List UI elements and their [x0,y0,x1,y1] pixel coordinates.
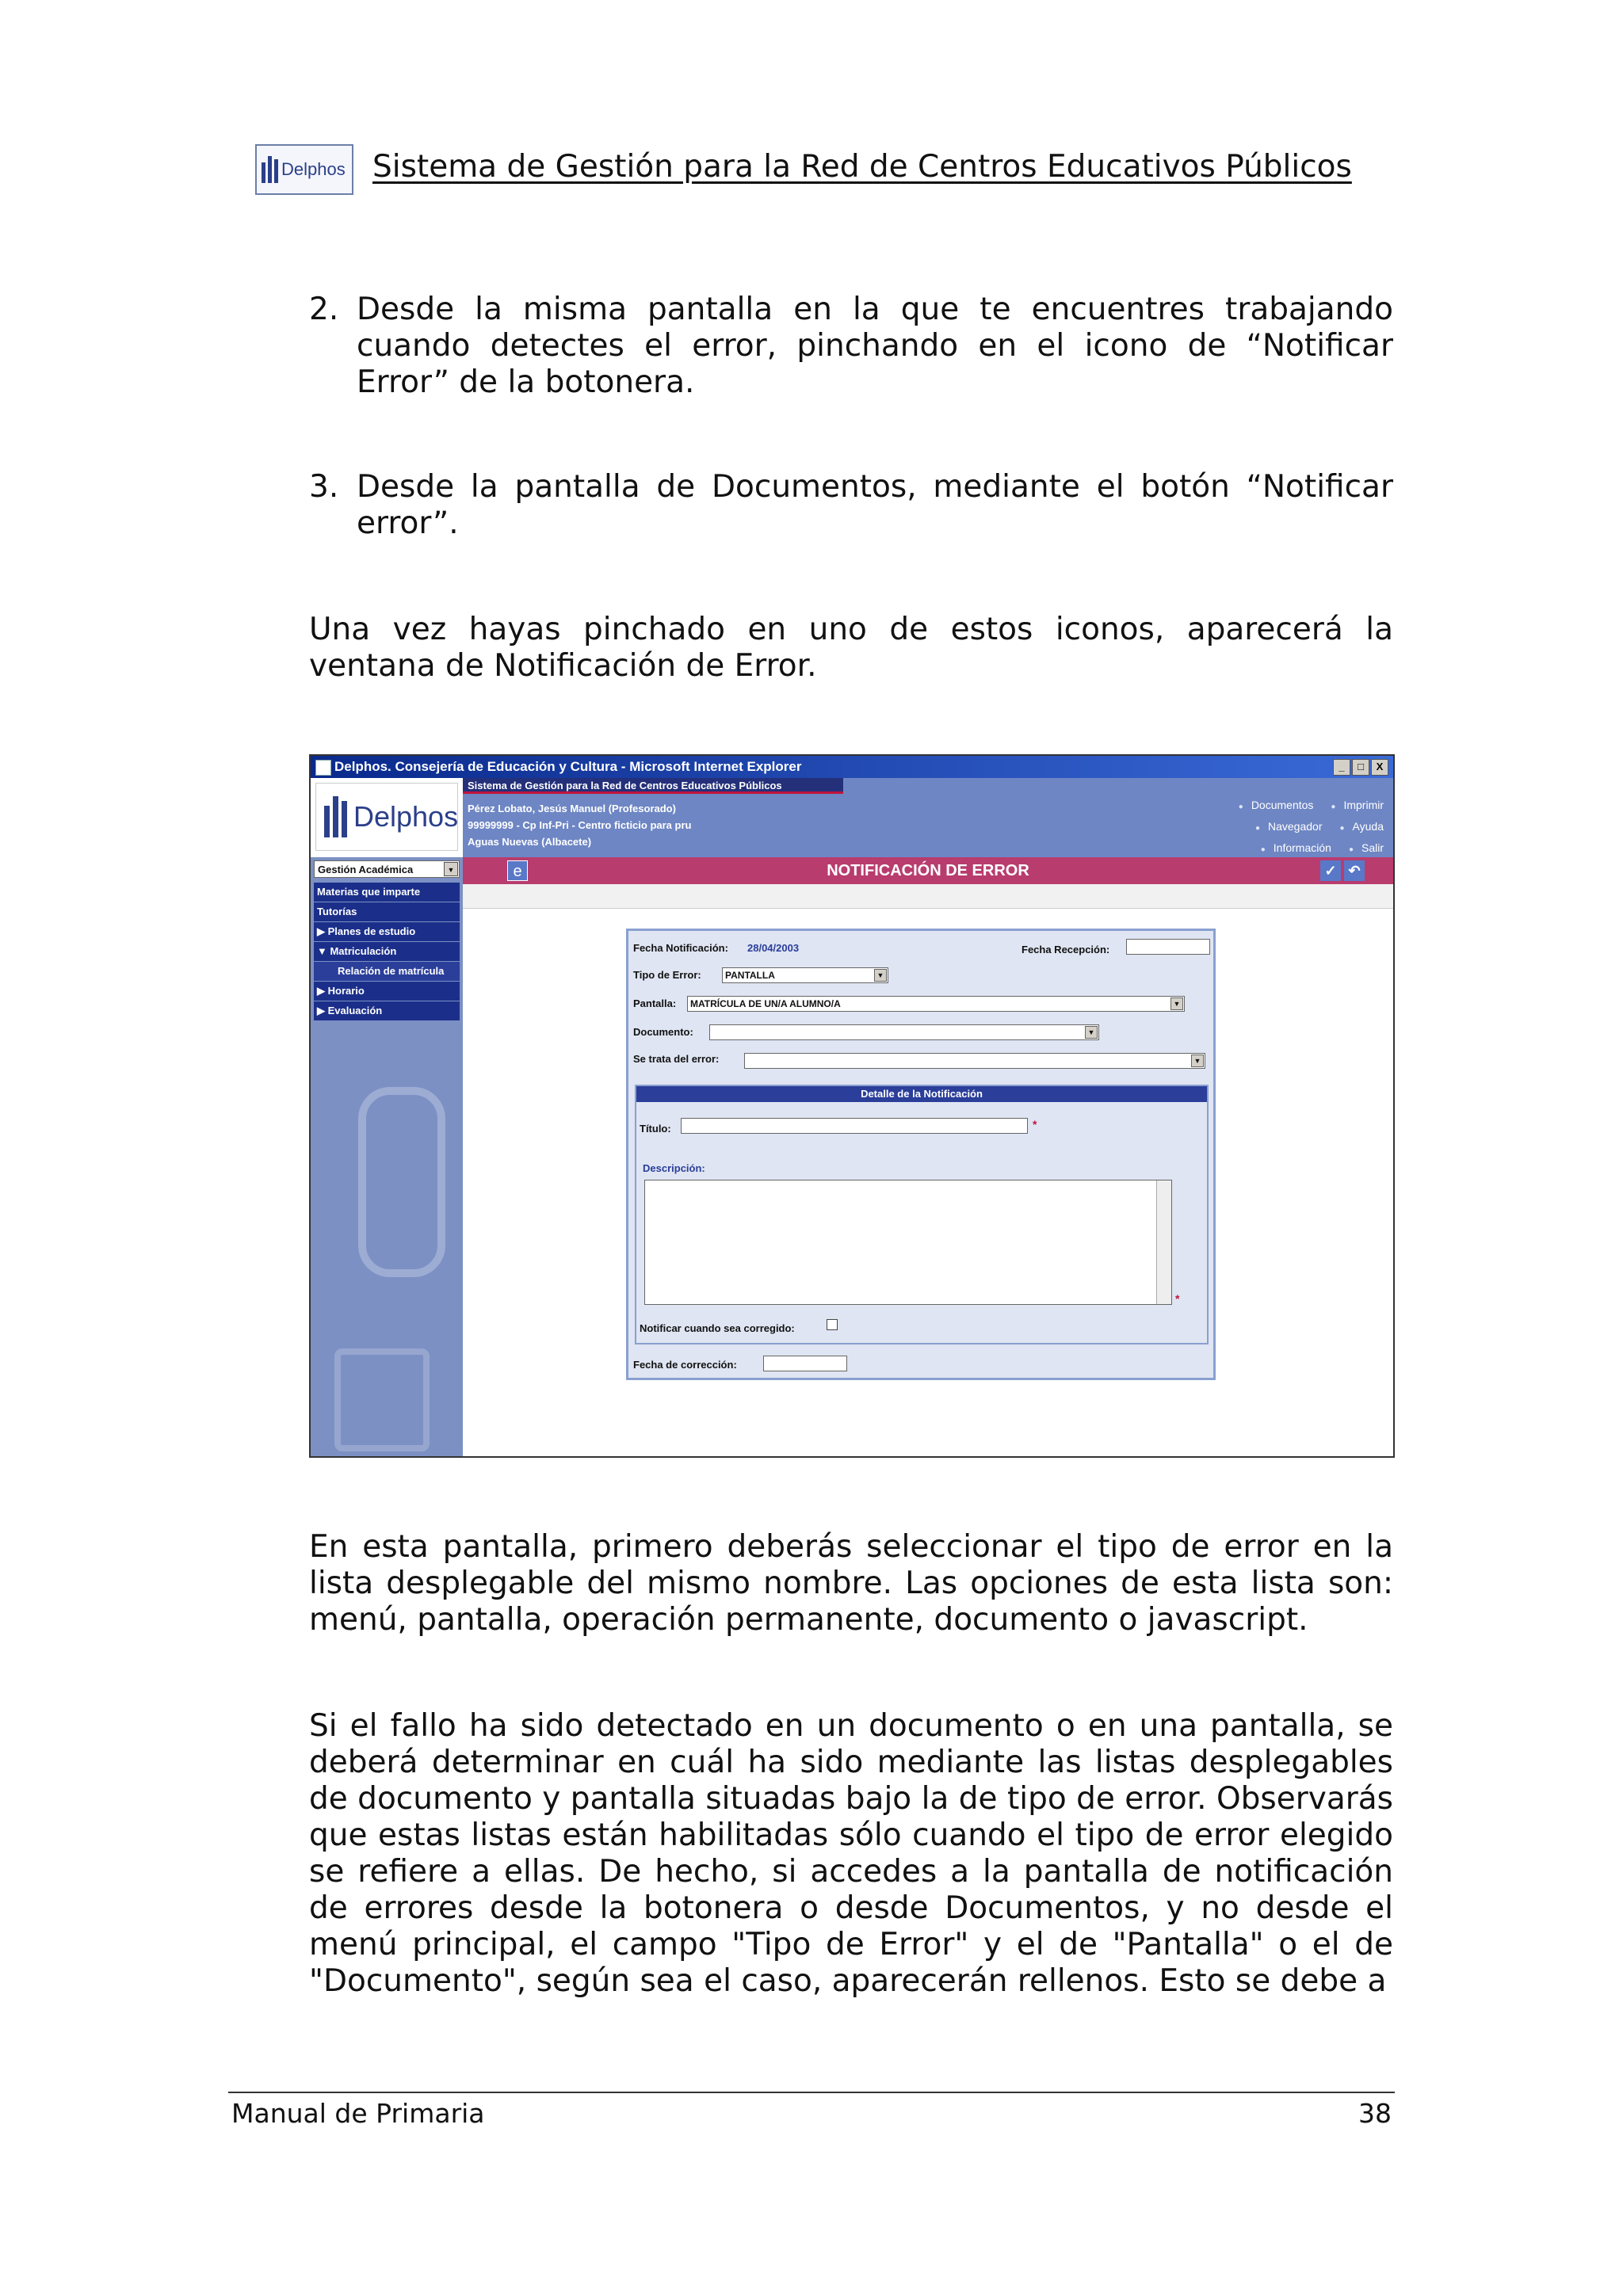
notificar-checkbox[interactable] [827,1319,838,1330]
descripcion-textarea[interactable] [644,1180,1172,1305]
ie-icon [315,760,331,776]
titulo-field[interactable] [681,1118,1028,1134]
list-number: 2. [309,292,339,327]
list-number: 3. [309,469,339,505]
tipo-error-value: PANTALLA [725,970,775,981]
watermark-emblem [358,1087,445,1277]
window-controls [1333,759,1388,776]
detail-header: Detalle de la Notificación [636,1086,1207,1102]
pantalla-select[interactable] [687,996,1185,1012]
user-name: Pérez Lobato, Jesús Manuel (Profesorado) [468,803,676,814]
close-button[interactable]: X [1371,759,1388,776]
paragraph-fallo: Si el fallo ha sido detectado en un documento o en una pantalla, se deberá determinar en cuál ha sido mediante las listas desplegables de documento y pantalla situadas bajo la de tipo de error. Observarás que estas listas están habilitadas sólo cuando el tipo de error elegido se refiere a ellas. De hecho, si accedes a la pantalla de notificación de errores desde la botonera o desde Documentos, y no desde el menú principal, el campo "Tipo de Error" y el de "Pantalla" o el de "Documento", según sea el caso, aparecerán rellenos. Esto se debe a [309,1708,1393,1999]
notification-form [626,929,1216,1380]
required-mark: * [1175,1292,1180,1305]
fecha-notificacion-label: Fecha Notificación: [633,942,728,954]
required-mark: * [1033,1118,1037,1131]
fecha-recepcion-label: Fecha Recepción: [1022,944,1110,955]
user-info [468,800,691,850]
logo-text: Delphos [281,159,346,179]
chevron-down-icon[interactable]: ▼ [1170,997,1183,1010]
screen-title-bar [463,857,1393,884]
menu-item-planes[interactable]: ▶ Planes de estudio [314,922,460,942]
link-informacion[interactable]: ● Información [1261,838,1331,860]
page-number: 38 [1358,2098,1392,2129]
menu-item-tutorias[interactable]: Tutorías [314,902,460,922]
user-location: Aguas Nuevas (Albacete) [468,836,592,848]
window-title: Delphos. Consejería de Educación y Cultura - Microsoft Internet Explorer [334,759,802,774]
titulo-label: Título: [640,1123,671,1135]
sidebar [311,857,463,1458]
maximize-button[interactable]: □ [1352,759,1369,776]
minimize-button[interactable]: _ [1333,759,1350,776]
paragraph-tipo-error: En esta pantalla, primero deberás seleccionar el tipo de error en la lista desplegable del mismo nombre. Las opciones de esta lista son: menú, pantalla, operación permanente, documento o javascript. [309,1529,1393,1638]
module-select[interactable] [314,860,460,878]
app-header [311,778,1393,857]
se-trata-select[interactable] [744,1053,1205,1069]
list-item-2 [309,292,1393,401]
user-center: 99999999 - Cp Inf-Pri - Centro ficticio para pru [468,819,692,831]
link-navegador[interactable]: ● Navegador [1255,817,1323,838]
window-titlebar [311,756,1393,778]
documento-label: Documento: [633,1026,693,1038]
sidebar-menu [314,883,460,1021]
descripcion-label: Descripción: [643,1162,705,1174]
menu-item-matriculacion[interactable]: ▼ Matriculación [314,942,460,962]
system-tab: Sistema de Gestión para la Red de Centros Educativos Públicos [463,778,843,794]
watermark-crown [334,1348,430,1451]
pantalla-value: MATRÍCULA DE UN/A ALUMNO/A [690,998,841,1009]
documento-select[interactable] [709,1024,1099,1040]
delphos-logo-icon [262,156,278,183]
delphos-logo-icon [324,796,347,837]
back-icon[interactable]: ↶ [1344,860,1365,881]
toolbar-icons [1320,860,1365,881]
chevron-down-icon[interactable]: ▼ [1085,1026,1098,1039]
chevron-down-icon[interactable]: ▼ [874,969,887,982]
footer-divider [228,2092,1395,2093]
app-logo [315,783,458,851]
fecha-correccion-label: Fecha de corrección: [633,1359,737,1371]
module-select-value: Gestión Académica [318,864,414,875]
notificar-label: Notificar cuando sea corregido: [640,1322,795,1334]
app-logo-text: Delphos [353,800,459,833]
error-notification-screenshot [309,754,1395,1458]
chevron-down-icon[interactable]: ▼ [444,862,458,876]
list-item-3 [309,469,1393,542]
scrollbar[interactable] [1156,1180,1171,1304]
fecha-correccion-field[interactable] [763,1356,847,1371]
tipo-error-label: Tipo de Error: [633,969,701,981]
menu-item-relacion-matricula[interactable]: Relación de matrícula [314,962,460,982]
toolbar-strip [463,884,1393,909]
tipo-error-select[interactable] [722,967,888,983]
list-text: Desde la pantalla de Documentos, mediante el botón “Notificar error”. [357,469,1393,541]
link-ayuda[interactable]: ● Ayuda [1340,817,1384,838]
pantalla-label: Pantalla: [633,997,677,1009]
se-trata-label: Se trata del error: [633,1053,720,1065]
delphos-logo [255,144,353,195]
link-salir[interactable]: ● Salir [1349,838,1384,860]
menu-item-materias[interactable]: Materias que imparte [314,883,460,902]
header-links [1239,795,1384,860]
footer-manual-title: Manual de Primaria [231,2098,485,2129]
accept-icon[interactable]: ✓ [1320,860,1341,881]
chevron-down-icon[interactable]: ▼ [1191,1055,1204,1067]
notify-error-button[interactable]: e [507,860,528,881]
link-documentos[interactable]: ● Documentos [1239,795,1314,817]
detail-section [635,1085,1209,1344]
page-header-title: Sistema de Gestión para la Red de Centros Educativos Públicos [372,149,1352,185]
menu-item-horario[interactable]: ▶ Horario [314,982,460,1001]
menu-item-evaluacion[interactable]: ▶ Evaluación [314,1001,460,1021]
paragraph-intro: Una vez hayas pinchado en uno de estos iconos, aparecerá la ventana de Notificación de Error. [309,612,1393,684]
screen-title: NOTIFICACIÓN DE ERROR [827,862,1029,879]
fecha-notificacion-value: 28/04/2003 [747,942,800,954]
fecha-recepcion-field[interactable] [1126,939,1210,955]
list-text: Desde la misma pantalla en la que te encuentres trabajando cuando detectes el error, pinchando en el icono de “Notificar Error” de la botonera. [357,292,1393,400]
link-imprimir[interactable]: ● Imprimir [1331,795,1384,817]
